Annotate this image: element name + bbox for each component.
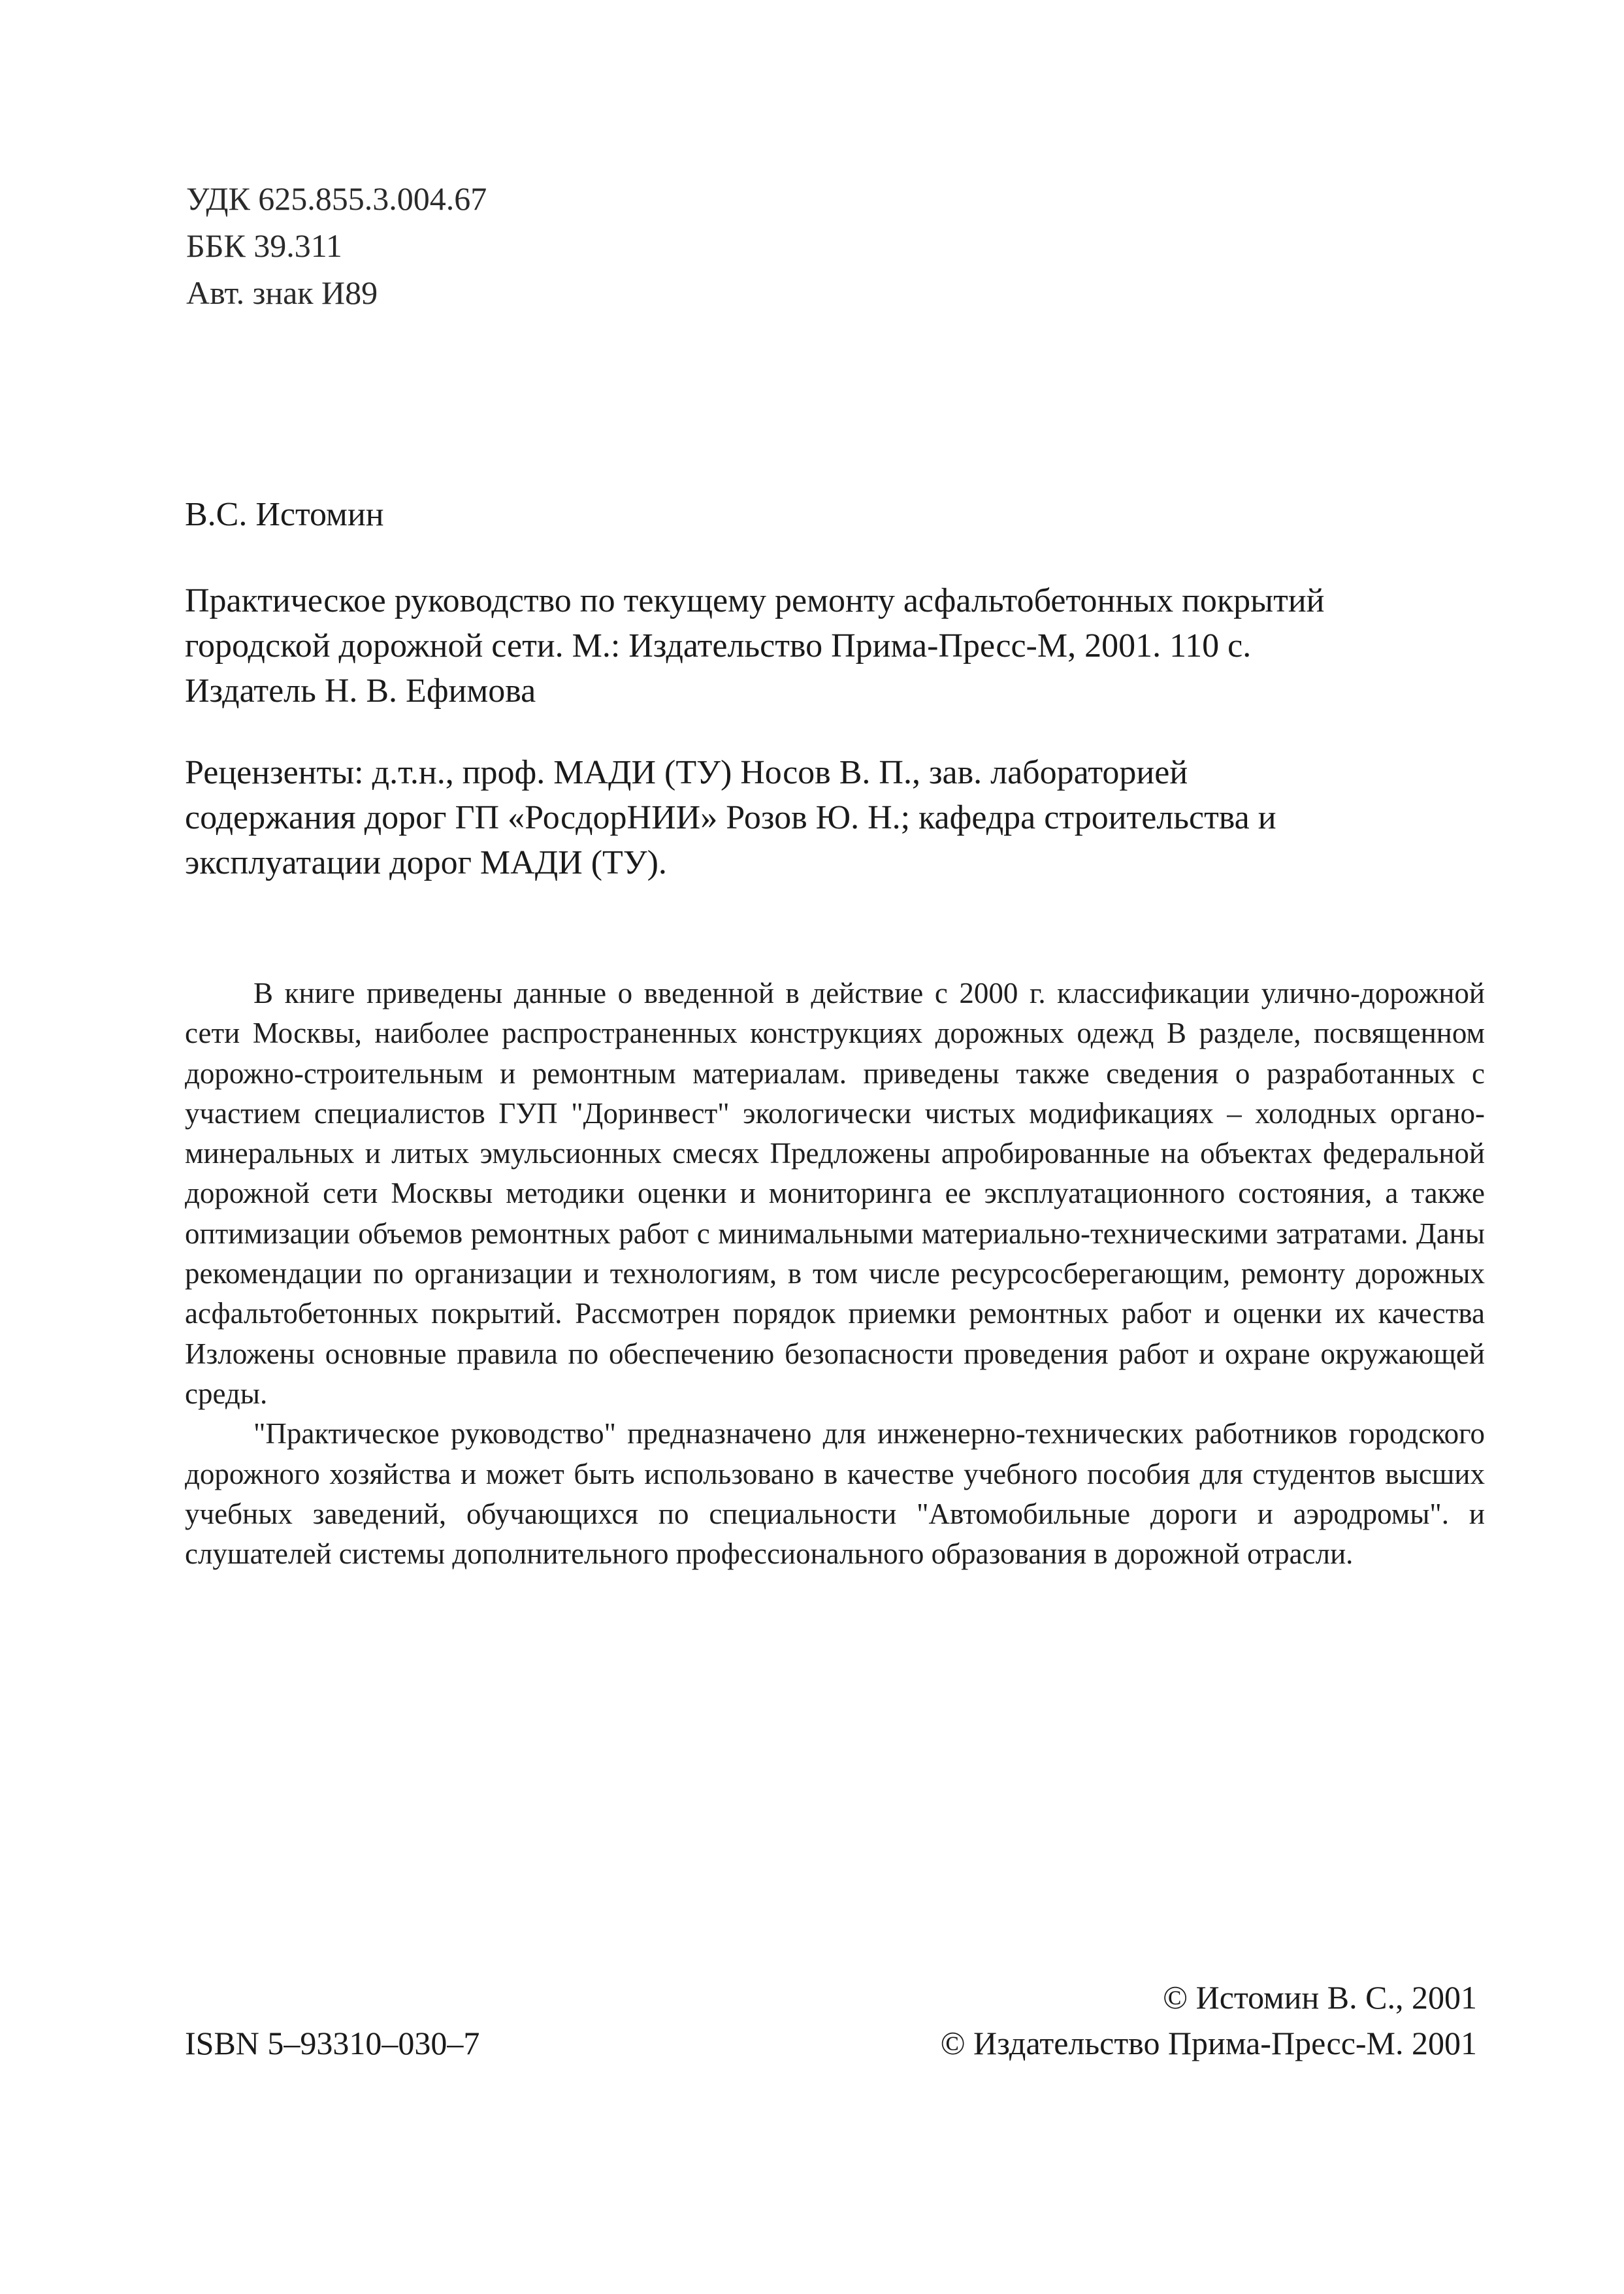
biblio-line: Издатель Н. В. Ефимова [185,672,536,710]
abstract [185,974,1485,1574]
biblio-line: Практическое руководство по текущему ремонту асфальтобетонных покрытий [185,582,1325,619]
copyright-block [941,1974,1477,2066]
copyright-author: © Истомин В. С., 2001 [1163,1979,1477,2016]
author-name: В.С. Истомин [185,496,384,533]
classification-codes [186,175,487,316]
abstract-paragraph: В книге приведены данные о введенной в действие с 2000 г. классификации улично-дорожной сети Москвы, наиболее распространенных конструкциях дорожных одежд В разделе, посвященном дорожно-строительным и ремонтным материалам. приведены также сведения о разработанных с участием специалистов ГУП "Доринвест" экологически чистых модификациях – холодных органо-минеральных и литых эмульсионных смесях Предложены апробированные на объектах федеральной дорожной сети Москвы методики оценки и мониторинга ее эксплуатационного состояния, а также оптимизации объемов ремонтных работ с минимальными материально-техническими затратами. Даны рекомендации по организации и технологиям, в том числе ресурсосберегающим, ремонту дорожных асфальтобетонных покрытий. Рассмотрен порядок приемки ремонтных работ и оценки их качества Изложены основные правила по обеспечению безопасности проведения работ и охране окружающей среды. [185,977,1485,1410]
bbk-code: ББК 39.311 [186,227,342,264]
copyright-publisher: © Издательство Прима-Пресс-М. 2001 [940,2025,1477,2061]
author-sign: Авт. знак И89 [186,274,378,311]
bibliographic-description [185,578,1491,713]
reviewers-line: эксплуатации дорог МАДИ (ТУ). [185,844,667,881]
abstract-paragraph: "Практическое руководство" предназначено для инженерно-технических работников городского дорожного хозяйства и может быть использовано в качестве учебного пособия для студентов высших учебных заведений, обучающихся по специальности "Автомобильные дороги и аэродромы". и слушателей системы дополнительного профессионального образования в дорожной отрасли. [185,1417,1485,1571]
reviewers-block [185,750,1491,885]
udk-code: УДК 625.855.3.004.67 [186,180,487,217]
isbn: ISBN 5–93310–030–7 [185,2025,480,2061]
reviewers-line: Рецензенты: д.т.н., проф. МАДИ (ТУ) Носов В. П., зав. лабораторией [185,754,1188,791]
biblio-line: городской дорожной сети. М.: Издательство Прима-Пресс-М, 2001. 110 с. [185,627,1252,664]
reviewers-line: содержания дорог ГП «РосдорНИИ» Розов Ю. Н.; кафедра строительства и [185,799,1276,836]
